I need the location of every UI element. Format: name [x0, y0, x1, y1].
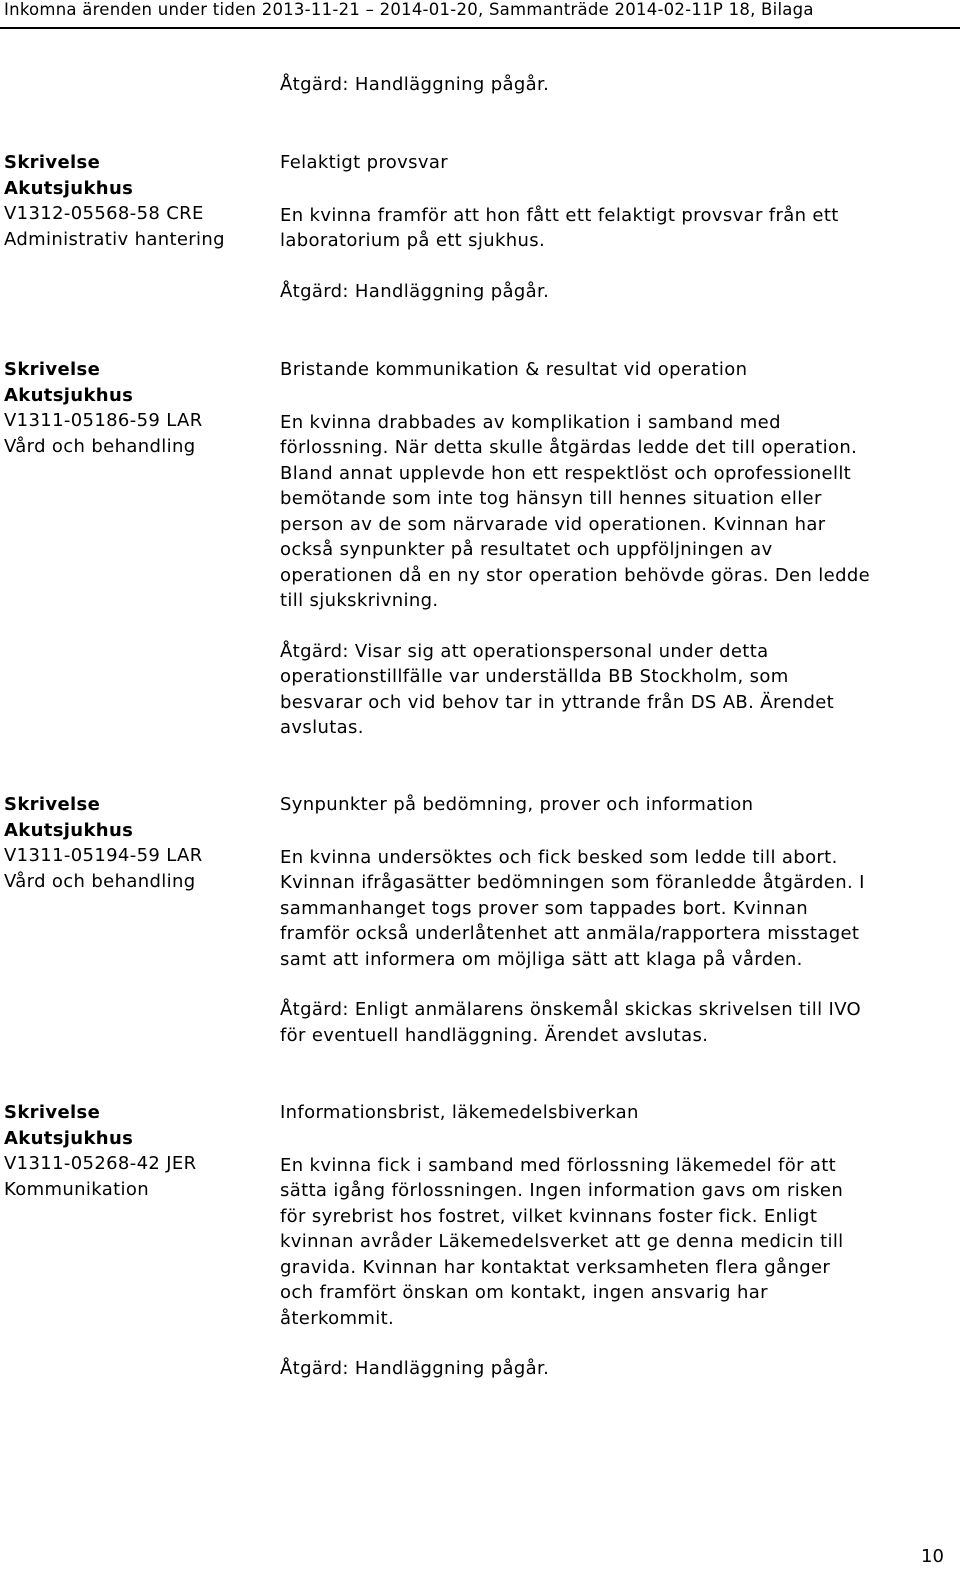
page-header: Inkomna ärenden under tiden 2013-11-21 – 2014-01-20, Sammanträde 2014-02-11P 18, Bilaga [4, 0, 814, 19]
entry-body-line: för syrebrist hos fostret, vilket kvinnans foster fick. Enligt [280, 1205, 818, 1227]
entry-action-line: Åtgärd: Handläggning pågår. [280, 1358, 550, 1379]
entry-case-number: V1311-05186-59 LAR [4, 410, 203, 431]
entry-unit: Akutsjukhus [4, 384, 134, 406]
entry-content [280, 1100, 948, 1382]
entry-action-line: operationstillfälle var underställda BB Stockholm, som [280, 666, 789, 687]
entry-body-line: och framfört önskan om kontakt, ingen ansvarig har [280, 1282, 768, 1303]
entry-case-number: V1311-05268-42 JER [4, 1153, 197, 1174]
entry-type: Skrivelse [4, 1102, 101, 1123]
entry-unit: Akutsjukhus [4, 177, 134, 199]
entry-body-line: förlossning. När detta skulle åtgärdas ledde det till operation. [280, 437, 858, 458]
entry-body-line: En kvinna drabbades av komplikation i samband med [280, 411, 781, 433]
entry-title: Informationsbrist, läkemedelsbiverkan [280, 1102, 639, 1123]
top-action [280, 72, 948, 98]
entry-category: Kommunikation [4, 1178, 149, 1200]
entry-body-line: En kvinna framför att hon fått ett felaktigt provsvar från ett [280, 204, 839, 226]
entry-action-line: Åtgärd: Visar sig att operationspersonal under detta [280, 640, 769, 662]
entry-content [280, 150, 948, 304]
entry-unit: Akutsjukhus [4, 819, 134, 841]
entry-type: Skrivelse [4, 152, 101, 173]
entry-action-line: Åtgärd: Enligt anmälarens önskemål skickas skrivelsen till IVO [280, 999, 862, 1020]
entry-body-line: operationen då en ny stor operation behövde göras. Den ledde [280, 564, 871, 586]
entry-meta [4, 792, 264, 894]
entry-body-line: Kvinnan ifrågasätter bedömningen som föranledde åtgärden. I [280, 872, 865, 893]
entry-body-line: framför också underlåtenhet att anmäla/rapportera misstaget [280, 923, 860, 944]
entry-body-line: sammanhanget togs prover som tappades bort. Kvinnan [280, 897, 809, 919]
entry-content [280, 357, 948, 741]
entry-body-line: Bland annat upplevde hon ett respektlöst och oprofessionellt [280, 462, 852, 484]
entry-body-line: En kvinna fick i samband med förlossning läkemedel för att [280, 1154, 837, 1176]
entry-body-line: kvinnan avråder Läkemedelsverket att ge denna medicin till [280, 1231, 844, 1252]
entry-meta [4, 357, 264, 459]
page-number: 10 [921, 1546, 944, 1567]
entry-meta [4, 1100, 264, 1202]
entry-action-line: avslutas. [280, 717, 364, 738]
entry-action-line: för eventuell handläggning. Ärendet avslutas. [280, 1024, 709, 1046]
entry-case-number: V1311-05194-59 LAR [4, 845, 203, 866]
entry-body-line: återkommit. [280, 1307, 395, 1329]
entry-body-line: person av de som närvarade vid operationen. Kvinnan har [280, 513, 826, 535]
entry-body-line: gravida. Kvinnan har kontaktat verksamheten flera gånger [280, 1256, 831, 1278]
entry-body-line: samt att informera om möjliga sätt att klaga på vården. [280, 948, 803, 970]
action-text: Åtgärd: Handläggning pågår. [280, 74, 550, 95]
entry-body-line: laboratorium på ett sjukhus. [280, 230, 546, 251]
entry-body-line: En kvinna undersöktes och fick besked som ledde till abort. [280, 846, 838, 868]
entry-case-number: V1312-05568-58 CRE [4, 203, 204, 224]
entry-body-line: till sjukskrivning. [280, 590, 439, 611]
entry-category: Vård och behandling [4, 870, 196, 892]
entry-type: Skrivelse [4, 359, 101, 380]
entry-body-line: också synpunkter på resultatet och uppföljningen av [280, 539, 773, 560]
entry-body-line: bemötande som inte tog hänsyn till hennes situation eller [280, 488, 822, 509]
entry-body-line: sätta igång förlossningen. Ingen information gavs om risken [280, 1180, 844, 1201]
entry-category: Administrativ hantering [4, 228, 225, 250]
entry-type: Skrivelse [4, 794, 101, 815]
entry-category: Vård och behandling [4, 435, 196, 457]
entry-unit: Akutsjukhus [4, 1127, 134, 1149]
entry-content [280, 792, 948, 1048]
entry-action-line: Åtgärd: Handläggning pågår. [280, 280, 550, 302]
header-rule [0, 27, 960, 29]
entry-meta [4, 150, 264, 252]
entry-action-line: besvarar och vid behov tar in yttrande från DS AB. Ärendet [280, 691, 835, 713]
entry-title: Felaktigt provsvar [280, 152, 449, 173]
entry-title: Bristande kommunikation & resultat vid operation [280, 359, 748, 380]
entry-title: Synpunkter på bedömning, prover och information [280, 794, 754, 815]
